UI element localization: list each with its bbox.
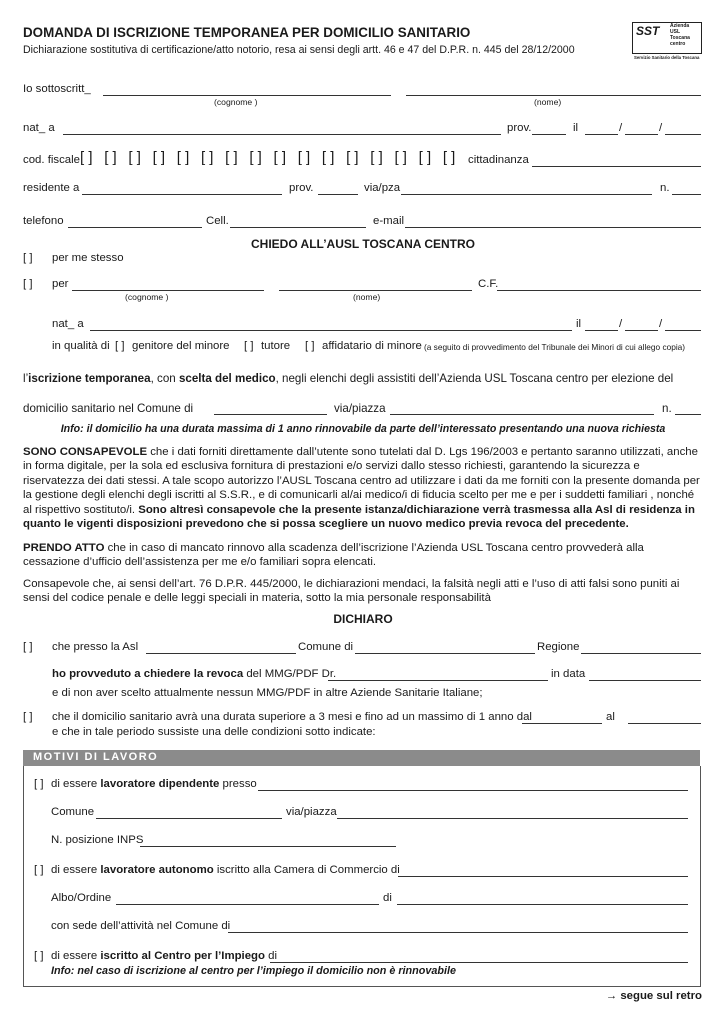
chiedo-title: CHIEDO ALL’AUSL TOSCANA CENTRO bbox=[250, 237, 475, 251]
other-cf-field[interactable] bbox=[497, 290, 701, 291]
page-subtitle: Dichiarazione sostitutiva di certificazione/atto notorio, resa ai sensi degli artt. 46 e 47 del D.P.R. n. 445 del 28/12/2000 bbox=[23, 44, 575, 56]
logo-subtext: Servizio Sanitario della Toscana bbox=[634, 55, 700, 60]
cf-label: C.F. bbox=[478, 278, 499, 290]
other-luogo-nascita-field[interactable] bbox=[90, 330, 572, 331]
albo-label: Albo/Ordine bbox=[51, 892, 112, 904]
genitore-checkbox[interactable]: [ ] bbox=[115, 340, 125, 352]
dipendente-comune-field[interactable] bbox=[96, 818, 282, 819]
domicilio-n-label: n. bbox=[662, 402, 672, 415]
codfiscale-box[interactable]: [ ] bbox=[346, 149, 359, 166]
telefono-field[interactable] bbox=[68, 227, 202, 228]
non-scelto-text: e di non aver scelto attualmente nessun MMG/PDF in altre Aziende Sanitarie Italiane; bbox=[52, 687, 483, 699]
asl-field[interactable] bbox=[146, 653, 296, 654]
segue-retro: → segue sul retro bbox=[605, 990, 702, 1002]
logo bbox=[632, 22, 702, 62]
nato-label: nat_ a bbox=[23, 122, 55, 134]
iscrizione-sentence bbox=[23, 372, 703, 385]
codfiscale-box[interactable]: [ ] bbox=[442, 149, 456, 166]
residenza-field[interactable] bbox=[82, 194, 282, 195]
genitore-label: genitore del minore bbox=[132, 340, 230, 352]
codfiscale-box[interactable]: [ ] bbox=[104, 149, 117, 166]
other-nome-hint: (nome) bbox=[353, 292, 381, 302]
tutore-label: tutore bbox=[261, 340, 291, 352]
sede-comune-field[interactable] bbox=[228, 932, 688, 933]
other-mese-field[interactable] bbox=[625, 330, 658, 331]
nome-hint: (nome) bbox=[534, 97, 562, 107]
al-label: al bbox=[606, 711, 615, 723]
impiego-label bbox=[51, 950, 277, 962]
date-sep: / bbox=[659, 318, 663, 330]
prov-field[interactable] bbox=[532, 134, 566, 135]
durata-text: che il domicilio sanitario avrà una durata superiore a 3 mesi e fino ad un massimo di 1 anno dal bbox=[52, 711, 532, 723]
codfiscale-box[interactable]: [ ] bbox=[80, 149, 93, 166]
logo-text: Azienda USL Toscana centro bbox=[670, 23, 690, 47]
email-label: e-mail bbox=[373, 215, 405, 227]
text-fragment: lavoratore dipendente bbox=[100, 778, 220, 790]
di-label: di bbox=[383, 892, 392, 904]
motivi-title: MOTIVI DI LAVORO bbox=[33, 751, 159, 763]
text-fragment: iscrizione temporanea bbox=[28, 372, 151, 385]
inps-field[interactable] bbox=[140, 846, 396, 847]
date-sep: / bbox=[619, 122, 623, 134]
affidatario-checkbox[interactable]: [ ] bbox=[305, 340, 315, 352]
via-residenza-field[interactable] bbox=[401, 194, 652, 195]
text-fragment: che in caso di mancato rinnovo alla scadenza dell’iscrizione l’Azienda USL Toscana centro provvederà alla cessazione d’ufficio dell’assistenza per me e/o familiari sopra elencati. bbox=[23, 542, 644, 569]
domicilio-civico-field[interactable] bbox=[675, 414, 701, 415]
codfiscale-box[interactable]: [ ] bbox=[200, 149, 214, 166]
dipendente-presso-field[interactable] bbox=[258, 790, 688, 791]
luogo-nascita-field[interactable] bbox=[63, 134, 501, 135]
text-fragment: presso bbox=[219, 778, 257, 790]
codfiscale-box[interactable]: [ ] bbox=[297, 149, 311, 166]
text-fragment: di bbox=[264, 950, 277, 962]
domicilio-comune-field[interactable] bbox=[214, 414, 327, 415]
self-checkbox[interactable]: [ ] bbox=[23, 252, 33, 264]
domicilio-info: Info: il domicilio ha una durata massima di 1 anno rinnovabile da parte dell’interessato presentando una nuova richiesta bbox=[60, 423, 666, 435]
asl-comune-field[interactable] bbox=[355, 653, 535, 654]
dipendente-via-field[interactable] bbox=[337, 818, 688, 819]
text-fragment: del MMG/PDF Dr. bbox=[243, 668, 337, 680]
medico-field[interactable] bbox=[328, 680, 548, 681]
other-nato-label: nat_ a bbox=[52, 318, 84, 330]
page-title: DOMANDA DI ISCRIZIONE TEMPORANEA PER DOMICILIO SANITARIO bbox=[23, 25, 471, 40]
cittadinanza-field[interactable] bbox=[532, 166, 701, 167]
cognome-field[interactable] bbox=[103, 95, 391, 96]
codfiscale-label: cod. fiscale bbox=[23, 154, 80, 166]
text-fragment: iscritto al Centro per l’Impiego bbox=[100, 950, 265, 962]
sottoscritto-label: Io sottoscritt_ bbox=[23, 83, 91, 95]
text-fragment: SONO CONSAPEVOLE bbox=[23, 446, 148, 458]
autonomo-checkbox[interactable]: [ ] bbox=[34, 864, 44, 876]
qualita-label: in qualità di bbox=[52, 340, 110, 352]
impiego-info: Info: nel caso di iscrizione al centro per l’impiego il domicilio non è rinnovabile bbox=[51, 965, 456, 977]
asl-label: che presso la Asl bbox=[52, 641, 139, 653]
data-giorno-field[interactable] bbox=[585, 134, 618, 135]
camera-commercio-field[interactable] bbox=[398, 876, 688, 877]
durata-dal-field[interactable] bbox=[522, 723, 602, 724]
other-cognome-hint: (cognome ) bbox=[125, 292, 169, 302]
comune-label: Comune bbox=[51, 806, 95, 818]
text-fragment: di essere bbox=[51, 778, 101, 790]
date-sep: / bbox=[659, 122, 663, 134]
cittadinanza-label: cittadinanza bbox=[468, 154, 529, 166]
consapevole2-paragraph: Consapevole che, ai sensi dell’art. 76 D.P.R. 445/2000, le dichiarazioni mendaci, la falsità negli atti e l’uso di atti falsi sono puniti ai sensi del codice penale e delle leggi speciali in materia, sotto la mia personale responsabilità bbox=[23, 578, 680, 605]
cell-label: Cell. bbox=[206, 215, 229, 227]
codfiscale-box[interactable]: [ ] bbox=[370, 149, 383, 166]
civico-field[interactable] bbox=[672, 194, 701, 195]
dipendente-label bbox=[51, 778, 257, 790]
prov-label: prov. bbox=[289, 182, 314, 194]
data-mese-field[interactable] bbox=[625, 134, 658, 135]
dipendente-checkbox[interactable]: [ ] bbox=[34, 778, 44, 790]
data-anno-field[interactable] bbox=[665, 134, 701, 135]
codfiscale-box[interactable]: [ ] bbox=[176, 149, 190, 166]
via-label: via/piazza bbox=[286, 806, 337, 818]
text-fragment: , negli elenchi degli assistiti dell’Azienda USL Toscana centro per elezione del bbox=[275, 372, 674, 385]
codfiscale-box[interactable]: [ ] bbox=[418, 149, 432, 166]
regione-label: Regione bbox=[537, 641, 580, 653]
codfiscale-box[interactable]: [ ] bbox=[394, 149, 407, 166]
codfiscale-box[interactable]: [ ] bbox=[321, 149, 335, 166]
nome-field[interactable] bbox=[406, 95, 701, 96]
motivi-header bbox=[23, 750, 700, 766]
other-checkbox[interactable]: [ ] bbox=[23, 278, 33, 290]
other-il-label: il bbox=[576, 318, 582, 330]
domicilio-via-label: via/piazza bbox=[334, 402, 386, 415]
sede-label: con sede dell’attività nel Comune di bbox=[51, 920, 231, 932]
condizioni-text: e che in tale periodo sussiste una delle condizioni sotto indicate: bbox=[52, 726, 376, 738]
telefono-label: telefono bbox=[23, 215, 64, 227]
durata-checkbox[interactable]: [ ] bbox=[23, 711, 33, 723]
text-fragment: l’ bbox=[23, 372, 29, 385]
in-data-label: in data bbox=[551, 668, 586, 680]
prov-label: prov. bbox=[507, 122, 532, 134]
codfiscale-boxes[interactable] bbox=[80, 149, 467, 166]
text-fragment: PRENDO ATTO bbox=[23, 542, 105, 554]
il-label: il bbox=[573, 122, 579, 134]
domicilio-label: domicilio sanitario nel Comune di bbox=[23, 402, 194, 415]
cognome-hint: (cognome ) bbox=[214, 97, 258, 107]
revoca-data-field[interactable] bbox=[589, 680, 701, 681]
albo-di-field[interactable] bbox=[397, 904, 688, 905]
affidatario-note: (a seguito di provvedimento del Tribunale dei Minori di cui allego copia) bbox=[424, 342, 686, 352]
tutore-checkbox[interactable]: [ ] bbox=[244, 340, 254, 352]
text-fragment: iscritto alla Camera di Commercio di bbox=[213, 864, 400, 876]
dichiaro-title: DICHIARO bbox=[333, 612, 393, 626]
codfiscale-box[interactable]: [ ] bbox=[273, 149, 287, 166]
comune-label: Comune di bbox=[298, 641, 354, 653]
text-fragment: lavoratore autonomo bbox=[100, 864, 214, 876]
other-giorno-field[interactable] bbox=[585, 330, 618, 331]
other-nome-field[interactable] bbox=[279, 290, 472, 291]
text-fragment: ho provveduto a chiedere la revoca bbox=[52, 668, 244, 680]
logo-brand: SST bbox=[636, 24, 660, 38]
prov-residenza-field[interactable] bbox=[318, 194, 358, 195]
text-fragment: che i dati forniti direttamente dall’utente sono tutelati dal D. Lgs 196/2003 e pertanto saranno utilizzati, anche in forma digitale, per la sola ed esclusiva fornitura di prestazioni e/o servizi dallo stesso richiesti, garantendo la sicurezza e riservatezza dei dati stessi. A tale scopo autorizzo l’AUSL Toscana centro ad utilizzare i dati da me forniti con la presente domanda per la gestione degli elenchi degli iscritti al S.S.R., e di comunicarli al/ai medico/i di fiducia scelto per me e per i suddetti familiari , nonché al rispettivo sostituto/i. bbox=[23, 446, 700, 516]
codfiscale-box[interactable]: [ ] bbox=[152, 149, 166, 166]
cell-field[interactable] bbox=[230, 227, 366, 228]
codfiscale-box[interactable]: [ ] bbox=[128, 149, 141, 166]
other-cognome-field[interactable] bbox=[72, 290, 264, 291]
inps-label: N. posizione INPS bbox=[51, 834, 144, 846]
text-fragment: Sono altresì consapevole che la presente istanza/dichiarazione verrà trasmessa alla Asl di residenza in quanto le vigenti disposizioni prevedono che si possa scegliere un nuovo medico previa revoca del precedente. bbox=[23, 503, 695, 531]
prendo-atto-paragraph bbox=[23, 541, 703, 570]
text-fragment: di essere bbox=[51, 950, 101, 962]
consapevole-paragraph bbox=[23, 445, 703, 531]
date-sep: / bbox=[619, 318, 623, 330]
via-label: via/pza bbox=[364, 182, 401, 194]
self-option-label: per me stesso bbox=[52, 252, 124, 264]
text-fragment: di essere bbox=[51, 864, 101, 876]
text-fragment: scelta del medico bbox=[178, 372, 276, 385]
codfiscale-box[interactable]: [ ] bbox=[225, 149, 238, 166]
regione-field[interactable] bbox=[581, 653, 701, 654]
other-anno-field[interactable] bbox=[665, 330, 701, 331]
codfiscale-box[interactable]: [ ] bbox=[249, 149, 262, 166]
residente-label: residente a bbox=[23, 182, 80, 194]
impiego-field[interactable] bbox=[270, 962, 688, 963]
revoca-sentence bbox=[52, 668, 336, 680]
email-field[interactable] bbox=[405, 227, 701, 228]
text-fragment: , con bbox=[150, 372, 179, 385]
affidatario-label: affidatario di minore bbox=[322, 340, 422, 352]
albo-field[interactable] bbox=[116, 904, 379, 905]
impiego-checkbox[interactable]: [ ] bbox=[34, 950, 44, 962]
autonomo-label bbox=[51, 864, 400, 876]
durata-al-field[interactable] bbox=[628, 723, 701, 724]
domicilio-via-field[interactable] bbox=[390, 414, 654, 415]
other-option-label: per bbox=[52, 278, 69, 290]
revoca-checkbox[interactable]: [ ] bbox=[23, 641, 33, 653]
n-label: n. bbox=[660, 182, 670, 194]
